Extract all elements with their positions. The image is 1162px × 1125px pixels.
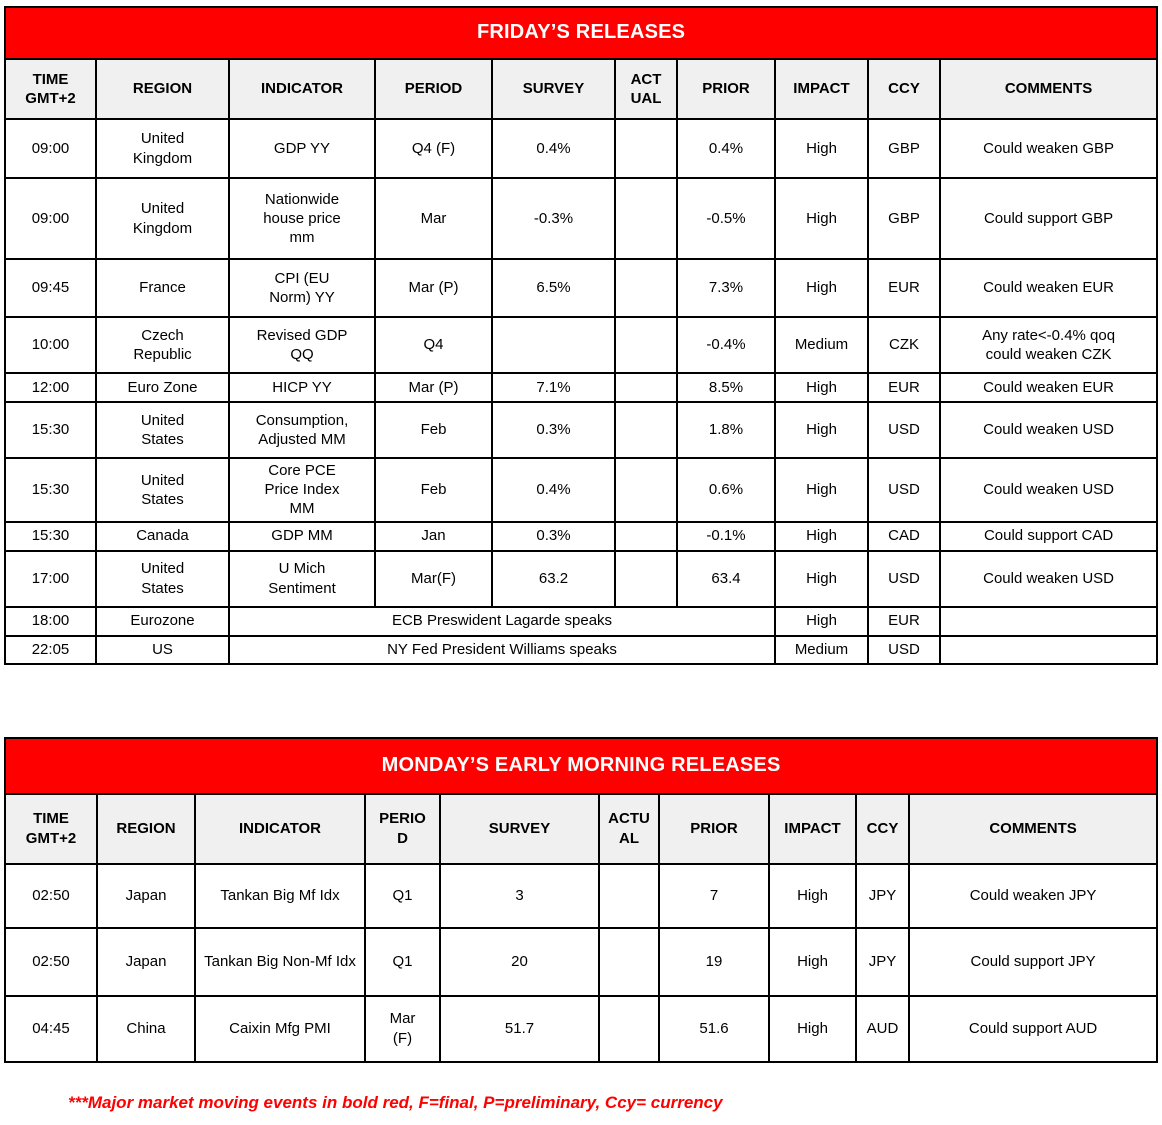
column-header-row — [5, 59, 1157, 119]
cell-region: United States — [96, 458, 229, 522]
cell-actual — [615, 373, 677, 402]
cell-time: 18:00 — [5, 607, 96, 636]
cell-impact: High — [769, 864, 856, 928]
cell-ccy: GBP — [868, 178, 940, 259]
table-row — [5, 864, 1157, 928]
cell-time: 04:45 — [5, 996, 97, 1062]
cell-period: Jan — [375, 522, 492, 551]
cell-ccy: JPY — [856, 864, 909, 928]
cell-region: United Kingdom — [96, 178, 229, 259]
column-header-impact: IMPACT — [769, 794, 856, 864]
column-header-comments: COMMENTS — [940, 59, 1157, 119]
column-header-time: TIME GMT+2 — [5, 794, 97, 864]
cell-event: ECB Preswident Lagarde speaks — [229, 607, 775, 636]
cell-period: Q1 — [365, 928, 440, 996]
cell-time: 02:50 — [5, 864, 97, 928]
cell-period: Mar (P) — [375, 259, 492, 317]
cell-prior: 0.6% — [677, 458, 775, 522]
cell-ccy: USD — [868, 458, 940, 522]
cell-survey: 0.3% — [492, 402, 615, 458]
column-header-region: REGION — [97, 794, 195, 864]
cell-impact: High — [775, 522, 868, 551]
cell-indicator: HICP YY — [229, 373, 375, 402]
cell-region: United States — [96, 551, 229, 607]
cell-comments: Could support JPY — [909, 928, 1157, 996]
column-header-time: TIME GMT+2 — [5, 59, 96, 119]
cell-time: 02:50 — [5, 928, 97, 996]
cell-indicator: Revised GDP QQ — [229, 317, 375, 373]
table-row — [5, 522, 1157, 551]
cell-region: US — [96, 636, 229, 664]
cell-actual — [599, 864, 659, 928]
table-row — [5, 317, 1157, 373]
cell-impact: High — [769, 928, 856, 996]
cell-ccy: EUR — [868, 373, 940, 402]
column-header-prior: PRIOR — [659, 794, 769, 864]
cell-survey: -0.3% — [492, 178, 615, 259]
cell-impact: High — [775, 607, 868, 636]
cell-prior: 0.4% — [677, 119, 775, 178]
cell-ccy: EUR — [868, 607, 940, 636]
cell-indicator: Tankan Big Non-Mf Idx — [195, 928, 365, 996]
cell-survey: 51.7 — [440, 996, 599, 1062]
cell-indicator: Nationwide house price mm — [229, 178, 375, 259]
cell-region: Eurozone — [96, 607, 229, 636]
cell-event: NY Fed President Williams speaks — [229, 636, 775, 664]
cell-actual — [615, 402, 677, 458]
cell-actual — [615, 551, 677, 607]
cell-ccy: JPY — [856, 928, 909, 996]
cell-prior: -0.1% — [677, 522, 775, 551]
cell-survey: 0.4% — [492, 458, 615, 522]
cell-impact: High — [775, 402, 868, 458]
cell-comments: Could support AUD — [909, 996, 1157, 1062]
cell-impact: High — [775, 551, 868, 607]
cell-ccy: USD — [868, 402, 940, 458]
cell-actual — [615, 259, 677, 317]
column-header-period: PERIOD — [365, 794, 440, 864]
cell-region: France — [96, 259, 229, 317]
table-row — [5, 119, 1157, 178]
cell-comments: Could weaken JPY — [909, 864, 1157, 928]
cell-indicator: Core PCE Price Index MM — [229, 458, 375, 522]
cell-actual — [599, 928, 659, 996]
cell-survey: 3 — [440, 864, 599, 928]
cell-actual — [615, 119, 677, 178]
table-row — [5, 996, 1157, 1062]
cell-survey: 7.1% — [492, 373, 615, 402]
cell-ccy: USD — [868, 551, 940, 607]
table-row — [5, 178, 1157, 259]
cell-time: 12:00 — [5, 373, 96, 402]
cell-prior: -0.4% — [677, 317, 775, 373]
cell-survey: 0.4% — [492, 119, 615, 178]
cell-ccy: CAD — [868, 522, 940, 551]
cell-region: Czech Republic — [96, 317, 229, 373]
cell-time: 22:05 — [5, 636, 96, 664]
column-header-actual: ACTUAL — [615, 59, 677, 119]
cell-survey: 63.2 — [492, 551, 615, 607]
column-header-row — [5, 794, 1157, 864]
cell-time: 09:00 — [5, 178, 96, 259]
table-row — [5, 402, 1157, 458]
table-row — [5, 928, 1157, 996]
cell-time: 15:30 — [5, 402, 96, 458]
cell-ccy: AUD — [856, 996, 909, 1062]
legend-footnote: ***Major market moving events in bold red, F=final, P=preliminary, Ccy= currency — [68, 1092, 723, 1112]
cell-ccy: EUR — [868, 259, 940, 317]
cell-prior: -0.5% — [677, 178, 775, 259]
table-title-row — [5, 738, 1157, 794]
table-row — [5, 458, 1157, 522]
cell-actual — [615, 458, 677, 522]
cell-comments: Could support GBP — [940, 178, 1157, 259]
cell-indicator: Consumption, Adjusted MM — [229, 402, 375, 458]
column-header-ccy: CCY — [856, 794, 909, 864]
mondays-releases-table — [4, 737, 1158, 1063]
speaker-row — [5, 636, 1157, 664]
cell-period: Q4 (F) — [375, 119, 492, 178]
cell-indicator: CPI (EU Norm) YY — [229, 259, 375, 317]
cell-period: Mar (F) — [365, 996, 440, 1062]
cell-comments — [940, 607, 1157, 636]
cell-ccy: USD — [868, 636, 940, 664]
speaker-row — [5, 607, 1157, 636]
cell-survey: 20 — [440, 928, 599, 996]
column-header-ccy: CCY — [868, 59, 940, 119]
cell-impact: Medium — [775, 317, 868, 373]
column-header-indicator: INDICATOR — [195, 794, 365, 864]
cell-ccy: CZK — [868, 317, 940, 373]
cell-actual — [615, 317, 677, 373]
table-row — [5, 259, 1157, 317]
cell-actual — [615, 178, 677, 259]
cell-prior: 51.6 — [659, 996, 769, 1062]
column-header-impact: IMPACT — [775, 59, 868, 119]
column-header-region: REGION — [96, 59, 229, 119]
cell-prior: 63.4 — [677, 551, 775, 607]
cell-indicator: Caixin Mfg PMI — [195, 996, 365, 1062]
fridays-releases-table — [4, 6, 1158, 665]
cell-period: Mar(F) — [375, 551, 492, 607]
cell-period: Q1 — [365, 864, 440, 928]
column-header-prior: PRIOR — [677, 59, 775, 119]
cell-region: China — [97, 996, 195, 1062]
cell-impact: High — [775, 259, 868, 317]
cell-region: Euro Zone — [96, 373, 229, 402]
cell-indicator: Tankan Big Mf Idx — [195, 864, 365, 928]
cell-survey: 0.3% — [492, 522, 615, 551]
table-title-row — [5, 7, 1157, 59]
cell-region: Japan — [97, 928, 195, 996]
cell-comments: Could support CAD — [940, 522, 1157, 551]
column-header-survey: SURVEY — [492, 59, 615, 119]
cell-prior: 8.5% — [677, 373, 775, 402]
cell-region: United Kingdom — [96, 119, 229, 178]
cell-comments: Could weaken GBP — [940, 119, 1157, 178]
column-header-survey: SURVEY — [440, 794, 599, 864]
table-title: FRIDAY’S RELEASES — [5, 7, 1157, 59]
cell-time: 15:30 — [5, 458, 96, 522]
cell-comments: Could weaken USD — [940, 458, 1157, 522]
table-row — [5, 551, 1157, 607]
cell-time: 17:00 — [5, 551, 96, 607]
cell-impact: High — [775, 119, 868, 178]
column-header-actual: ACTUAL — [599, 794, 659, 864]
cell-comments — [940, 636, 1157, 664]
cell-period: Feb — [375, 402, 492, 458]
cell-impact: High — [775, 178, 868, 259]
cell-ccy: GBP — [868, 119, 940, 178]
column-header-period: PERIOD — [375, 59, 492, 119]
cell-prior: 7 — [659, 864, 769, 928]
cell-period: Feb — [375, 458, 492, 522]
cell-indicator: U Mich Sentiment — [229, 551, 375, 607]
cell-time: 10:00 — [5, 317, 96, 373]
cell-period: Mar (P) — [375, 373, 492, 402]
cell-period: Q4 — [375, 317, 492, 373]
cell-region: United States — [96, 402, 229, 458]
cell-comments: Could weaken USD — [940, 402, 1157, 458]
cell-impact: High — [769, 996, 856, 1062]
cell-time: 09:45 — [5, 259, 96, 317]
cell-time: 09:00 — [5, 119, 96, 178]
table-title: MONDAY’S EARLY MORNING RELEASES — [5, 738, 1157, 794]
cell-time: 15:30 — [5, 522, 96, 551]
cell-impact: High — [775, 458, 868, 522]
cell-indicator: GDP MM — [229, 522, 375, 551]
cell-period: Mar — [375, 178, 492, 259]
cell-prior: 1.8% — [677, 402, 775, 458]
cell-comments: Could weaken USD — [940, 551, 1157, 607]
cell-actual — [599, 996, 659, 1062]
column-header-comments: COMMENTS — [909, 794, 1157, 864]
cell-indicator: GDP YY — [229, 119, 375, 178]
cell-comments: Could weaken EUR — [940, 259, 1157, 317]
cell-survey — [492, 317, 615, 373]
cell-region: Canada — [96, 522, 229, 551]
cell-survey: 6.5% — [492, 259, 615, 317]
cell-prior: 7.3% — [677, 259, 775, 317]
cell-impact: Medium — [775, 636, 868, 664]
cell-comments: Any rate<-0.4% qoq could weaken CZK — [940, 317, 1157, 373]
cell-impact: High — [775, 373, 868, 402]
cell-comments: Could weaken EUR — [940, 373, 1157, 402]
column-header-indicator: INDICATOR — [229, 59, 375, 119]
table-row — [5, 373, 1157, 402]
cell-actual — [615, 522, 677, 551]
cell-prior: 19 — [659, 928, 769, 996]
cell-region: Japan — [97, 864, 195, 928]
